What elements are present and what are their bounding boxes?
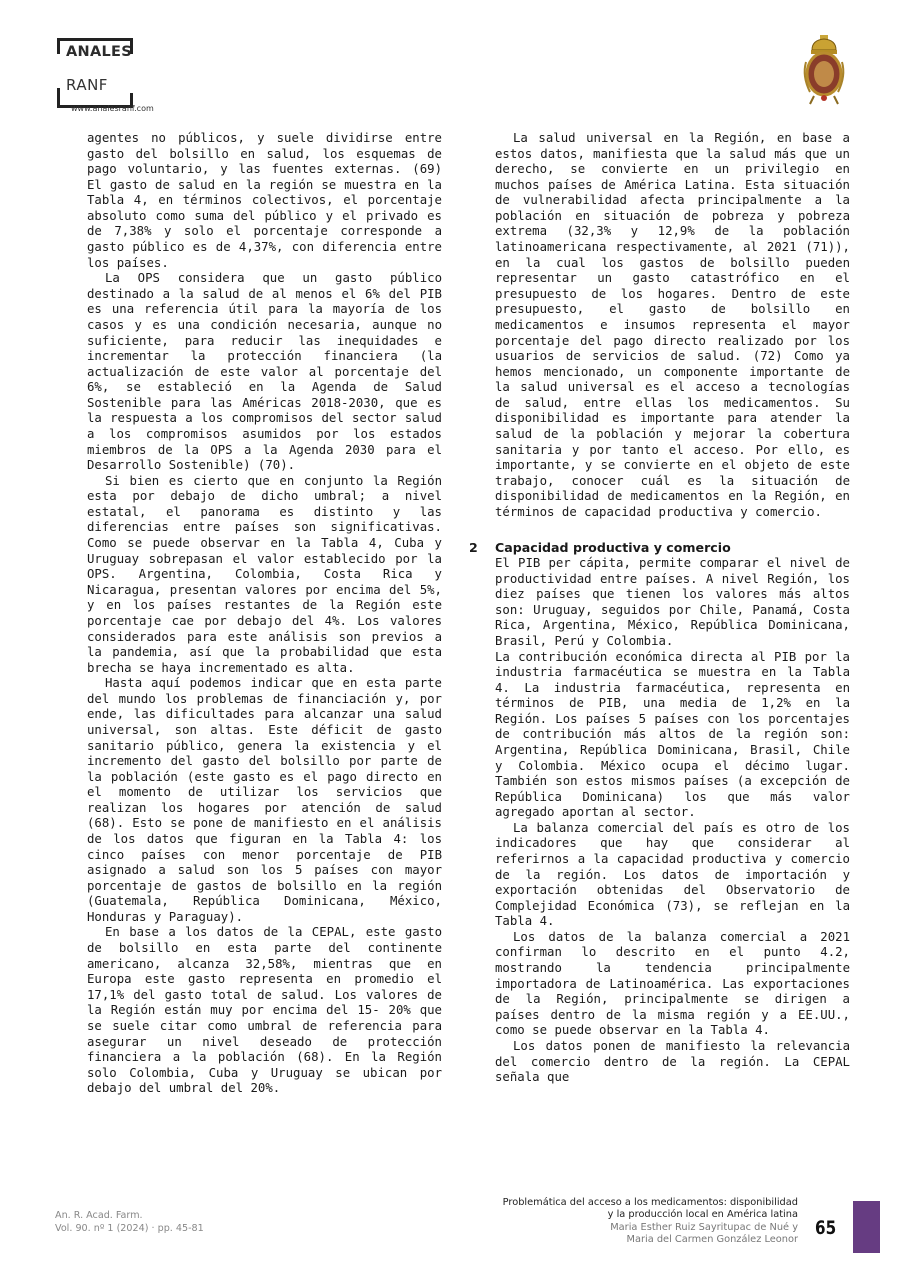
paragraph: agentes no públicos, y suele dividirse entre gasto del bolsillo en salud, los esquemas de pago voluntario, y las fuentes externas. (69) El gasto de salud en la región se muestra en la Tabla 4, en términos colectivos, el porcentaje absoluto como suma del público y el privado es de 7,38% y solo el porcentaje corresponde a gasto público es de 4,37%, con diferencia entre los países. [87,131,442,270]
journal-name: An. R. Acad. Farm. [55,1210,143,1221]
page-number: 65 [815,1217,837,1239]
paragraph: Hasta aquí podemos indicar que en esta parte del mundo los problemas de financiación y, por ende, las dificultades para alcanzar una salud universal, son altas. Este déficit de gasto sanitario público, genera la existencia y el incremento del gasto del bolsillo por parte de la población (este gasto es el pago directo en el momento de utilizar los servicios que realizan los hogares por atención de salud (68). Esto se pone de manifiesto en el análisis de los datos que figuran en la Tabla 4: los cinco países con menor porcentaje de PIB asignado a salud son los 5 países con mayor porcentaje de gastos de bolsillo en la región (Guatemala, República Dominicana, México, Honduras y Paraguay). [87,676,442,924]
page-accent-bar [853,1201,880,1253]
left-column [87,131,442,1097]
paragraph: Los datos ponen de manifiesto la relevancia del comercio dentro de la región. La CEPAL señala que [495,1038,850,1085]
logo-url: www.analesranf.com [71,104,154,113]
logo-ranf-text: RANF [66,76,108,94]
logo-anales-text: ANALES [66,44,132,60]
right-column [469,131,850,1086]
paragraph: La contribución económica directa al PIB por la industria farmacéutica se muestra en la Tabla 4. La industria farmacéutica, representa en términos de PIB, una media de 1,2% en la Región. Los países 5 países con los porcentajes de contribución más altos de la región son: Argentina, República Dominicana, Brasil, Chile y Colombia. México ocupa el décimo lugar. También son estos mismos países (a excepción de República Dominicana) los que más valor agregado aportan al sector. [495,649,850,820]
article-title-line: y la producción local en América latina [607,1209,798,1221]
article-title-line: Problemática del acceso a los medicamentos: disponibilidad [502,1197,798,1208]
academy-crest-icon [800,34,848,106]
running-title [438,1197,798,1247]
paragraph: La salud universal en la Región, en base a estos datos, manifiesta que la salud más que un derecho, se convierte en un privilegio en muchos países de América Latina. Esta situación de vulnerabilidad afecta principalmente a la población en situación de pobreza y pobreza extrema (32,3% y 12,9% de la población latinoamericana respectivamente, al 2021 (71)), en la cual los gastos de bolsillo pueden representar un gasto catastrófico en el presupuesto de los hogares. Dentro de este presupuesto, el gasto de bolsillo en medicamentos e insumos representa el mayor porcentaje del pago directo realizado por los usuarios de servicios de salud. (72) Como ya hemos mencionado, un componente importante de la salud universal es el acceso a tecnologías de salud, entre ellas los medicamentos. Su disponibilidad es importante para atender la salud de la población y mejorar la cobertura sanitaria y por tanto el acceso. Por ello, es importante, y se convierte en el objeto de este trabajo, conocer cuál es la situación de disponibilidad de medicamentos en la Región, en términos de capacidad productiva y comercio. [495,131,850,519]
paragraph: El PIB per cápita, permite comparar el nivel de productividad entre países. A nivel Región, los diez países que tienen los valores más altos son: Uruguay, seguidos por Chile, Panamá, Costa Rica, Argentina, México, República Dominicana, Brasil, Perú y Colombia. [495,556,850,648]
section-heading [469,540,850,556]
journal-logo [57,38,197,118]
paragraph: Los datos de la balanza comercial a 2021 confirman lo descrito en el punto 4.2, mostrando la tendencia principalmente importadora de Latinoamérica. Las exportaciones de la Región, principalmente se dirigen a países dentro de la misma región y a EE.UU., como se puede observar en la Tabla 4. [495,929,850,1038]
authors-line: Maria del Carmen González Leonor [626,1234,798,1246]
journal-volume: Vol. 90. nº 1 (2024) · pp. 45-81 [55,1222,204,1234]
section-title: Capacidad productiva y comercio [495,540,731,556]
paragraph: Si bien es cierto que en conjunto la Región esta por debajo de dicho umbral; a nivel estatal, el panorama es distinto y las diferencias entre países son significativas. Como se puede observar en la Tabla 4, Cuba y Uruguay sobrepasan el valor establecido por la OPS. Argentina, Colombia, Costa Rica y Nicaragua, presentan valores por encima del 5%, y en los países restantes de la Región este porcentaje cae por debajo del 4%. Los valores considerados para este análisis son previos a la pandemia, así que la probabilidad que esta brecha se haya incrementado es alta. [87,473,442,675]
paragraph: En base a los datos de la CEPAL, este gasto de bolsillo en esta parte del continente americano, alcanza 32,58%, mientras que en Europa este gasto representa en promedio el 17,1% del gasto total de salud. Los valores de la Región están muy por encima del 15- 20% que se suele citar como umbral de referencia para asegurar un nivel deseado de protección financiera a la población (68). En la Región solo Colombia, Cuba y Uruguay se ubican por debajo del umbral del 20%. [87,925,442,1096]
paragraph: La OPS considera que un gasto público destinado a la salud de al menos el 6% del PIB es una referencia útil para la mayoría de los casos y es una condición necesaria, aunque no suficiente, para reducir las inequidades e incrementar la protección financiera (la actualización de este valor al porcentaje del 6%, se estableció en la Agenda de Salud Sostenible para las Américas 2018-2030, que es la respuesta a los compromisos del sector salud a los compromisos asumidos por los estados miembros de la OPS a la Agenda 2030 para el Desarrollo Sostenible) (70). [87,271,442,473]
authors-line: Maria Esther Ruiz Sayritupac de Nué y [610,1221,798,1233]
section-number: 2 [469,540,478,556]
paragraph: La balanza comercial del país es otro de los indicadores que hay que considerar al referirnos a la capacidad productiva y comercio de la región. Los datos de importación y exportación obtenidas del Observatorio de Complejidad Económica (73), se reflejan en la Tabla 4. [495,820,850,929]
journal-citation [55,1210,204,1235]
